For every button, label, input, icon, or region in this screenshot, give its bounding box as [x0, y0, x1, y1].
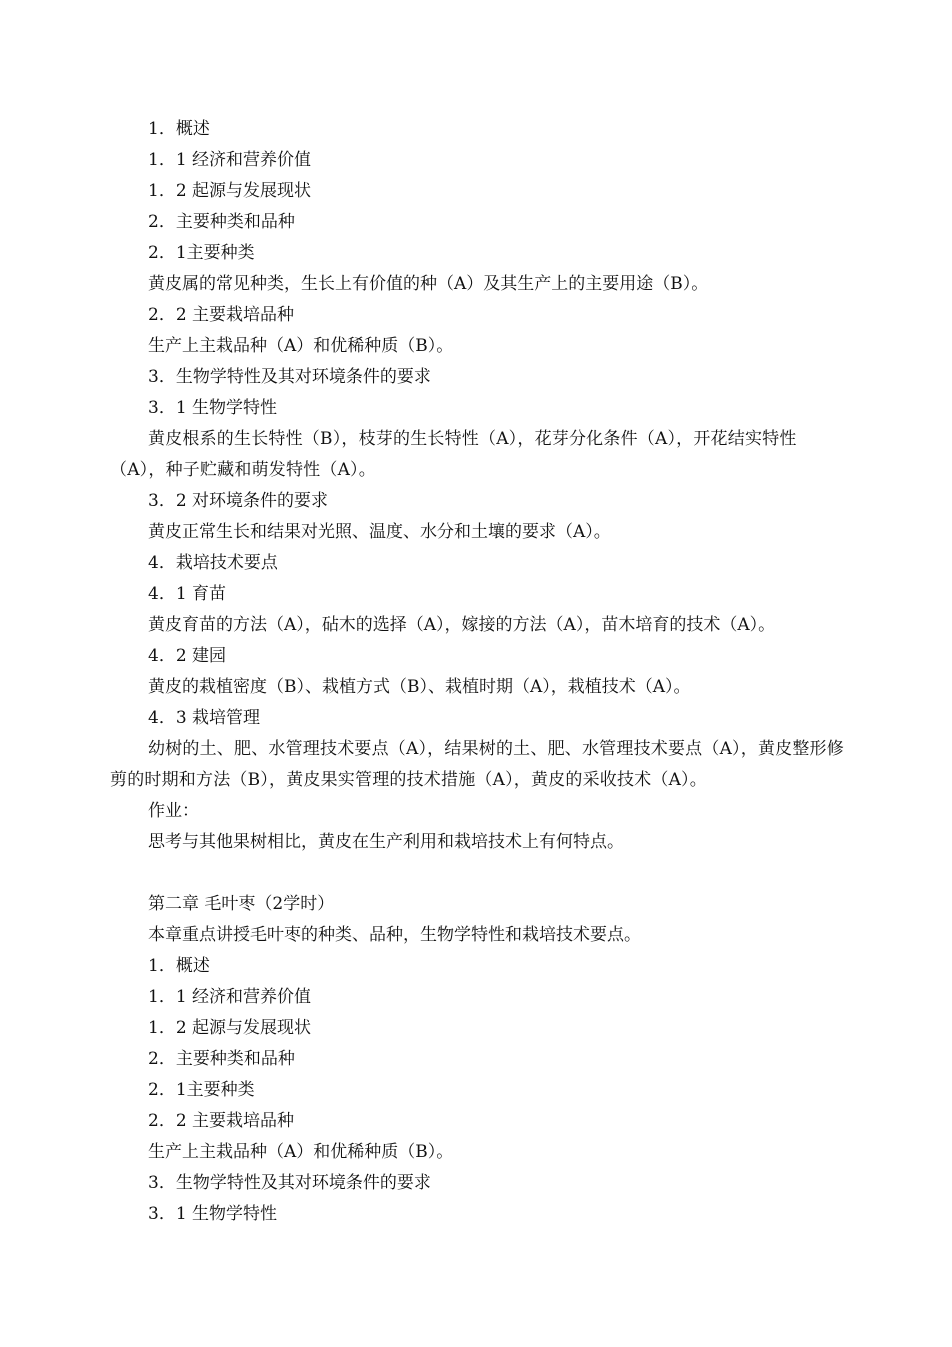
ch2-heading-main-species: 2．1主要种类 [148, 1080, 255, 1100]
text-main-cultivars: 生产上主栽品种（A）和优稀种质（B）。 [148, 336, 454, 356]
heading-species-varieties: 2．主要种类和品种 [148, 212, 295, 232]
heading-biology: 3．1 生物学特性 [148, 398, 278, 418]
heading-environment: 3．2 对环境条件的要求 [148, 491, 329, 511]
ch2-heading-economic-value: 1．1 经济和营养价值 [148, 987, 312, 1007]
ch2-heading-main-cultivars: 2．2 主要栽培品种 [148, 1111, 295, 1131]
ch2-heading-species-varieties: 2．主要种类和品种 [148, 1049, 295, 1069]
heading-orchard: 4．2 建园 [148, 646, 227, 666]
paragraph-management: 幼树的土、肥、水管理技术要点（A），结果树的土、肥、水管理技术要点（A），黄皮整形修剪的时期和方法（B），黄皮果实管理的技术措施（A），黄皮的采收技术（A）。 [110, 739, 844, 790]
text-orchard: 黄皮的栽植密度（B）、栽植方式（B）、栽植时期（A），栽植技术（A）。 [148, 677, 691, 697]
text-main-species: 黄皮属的常见种类，生长上有价值的种（A）及其生产上的主要用途（B）。 [148, 274, 709, 294]
heading-management: 4．3 栽培管理 [148, 708, 261, 728]
document-body [110, 114, 850, 1230]
heading-cultivation: 4．栽培技术要点 [148, 553, 278, 573]
heading-main-species: 2．1主要种类 [148, 243, 255, 263]
text-environment: 黄皮正常生长和结果对光照、温度、水分和土壤的要求（A）。 [148, 522, 611, 542]
chapter2-intro: 本章重点讲授毛叶枣的种类、品种，生物学特性和栽培技术要点。 [148, 925, 641, 945]
text-nursery: 黄皮育苗的方法（A），砧木的选择（A），嫁接的方法（A），苗木培育的技术（A）。 [148, 615, 776, 635]
section-spacer [110, 858, 850, 889]
ch2-heading-overview: 1．概述 [148, 956, 210, 976]
homework-label: 作业： [148, 801, 199, 821]
homework-text: 思考与其他果树相比，黄皮在生产利用和栽培技术上有何特点。 [148, 832, 624, 852]
heading-origin: 1．2 起源与发展现状 [148, 181, 312, 201]
paragraph-biology: 黄皮根系的生长特性（B），枝芽的生长特性（A），花芽分化条件（A），开花结实特性（A），种子贮藏和萌发特性（A）。 [110, 429, 797, 480]
ch2-heading-biology-environment: 3．生物学特性及其对环境条件的要求 [148, 1173, 431, 1193]
ch2-heading-biology: 3．1 生物学特性 [148, 1204, 278, 1224]
heading-economic-value: 1．1 经济和营养价值 [148, 150, 312, 170]
heading-overview: 1．概述 [148, 119, 210, 139]
heading-main-cultivars: 2．2 主要栽培品种 [148, 305, 295, 325]
heading-nursery: 4．1 育苗 [148, 584, 227, 604]
ch2-text-main-cultivars: 生产上主栽品种（A）和优稀种质（B）。 [148, 1142, 454, 1162]
chapter2-title: 第二章 毛叶枣（2学时） [148, 894, 335, 914]
ch2-heading-origin: 1．2 起源与发展现状 [148, 1018, 312, 1038]
heading-biology-environment: 3．生物学特性及其对环境条件的要求 [148, 367, 431, 387]
